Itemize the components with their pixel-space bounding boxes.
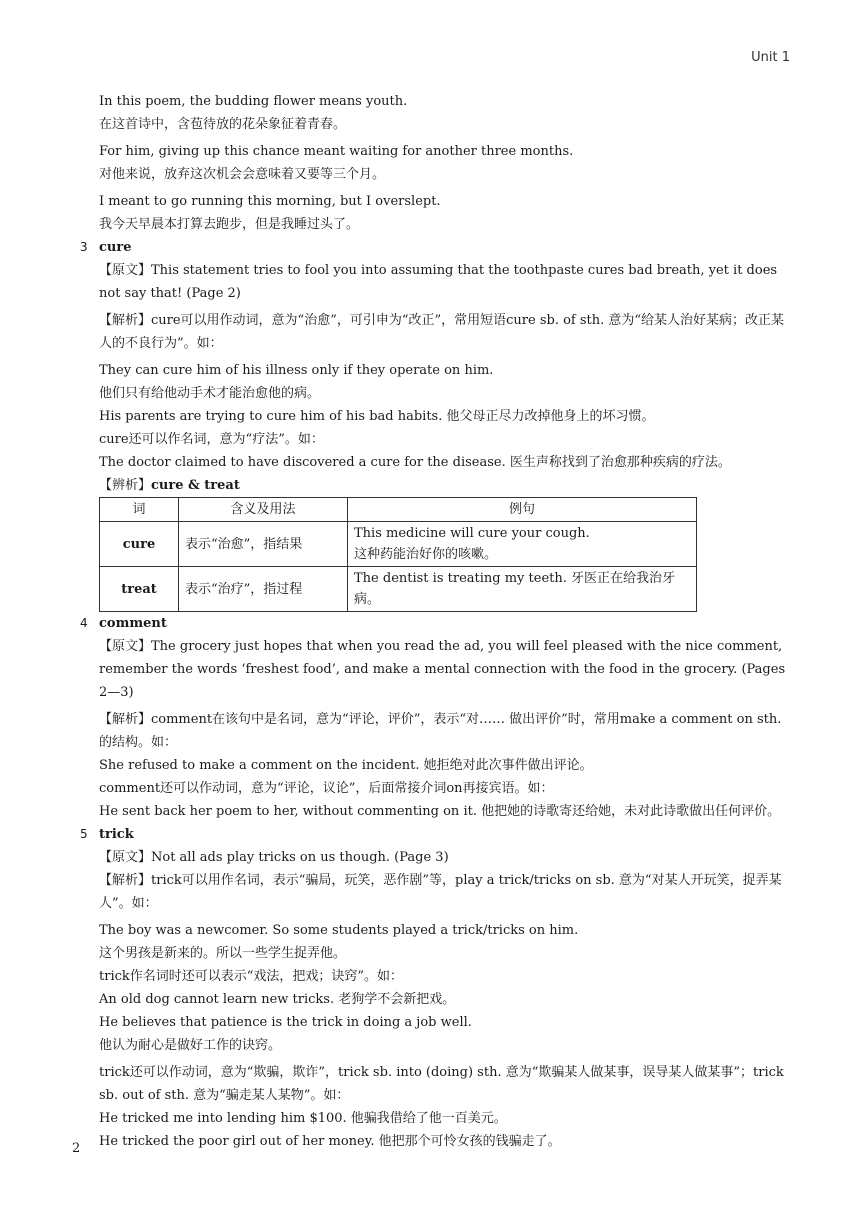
usage-note: comment还可以作动词，意为“评论，议论”，后面常接介词on再接宾语。如：: [99, 781, 554, 796]
entry-heading: [80, 823, 790, 846]
example: His parents are trying to cure him of his bad habits. 他父母正尽力改掉他身上的坏习惯。: [99, 409, 655, 424]
table-word: cure: [100, 522, 179, 567]
table-example: [348, 522, 697, 567]
intro-line: In this poem, the budding flower means youth.: [99, 94, 408, 109]
headword: comment: [99, 616, 167, 631]
intro-line: For him, giving up this chance meant waiting for another three months.: [99, 144, 574, 159]
analysis-text: 【解析】trick可以用作名词，表示“骗局，玩笑，恶作剧”等，play a trick/tricks on sb. 意为“对某人开玩笑，捉弄某人”。如：: [99, 873, 782, 911]
analysis-text: 【解析】comment在该句中是名词，意为“评论，评价”，表示“对…… 做出评价”时，常用make a comment on sth. 的结构。如：: [99, 712, 782, 750]
headword: trick: [99, 827, 134, 842]
example: He tricked me into lending him $100. 他骗我借给了他一百美元。: [99, 1111, 507, 1126]
table-example-cn: 这种药能治好你的咳嗽。: [354, 547, 498, 562]
headword: cure: [99, 240, 132, 255]
entry-heading: [80, 236, 790, 259]
example: The doctor claimed to have discovered a cure for the disease. 医生声称找到了治愈那种疾病的疗法。: [99, 455, 731, 470]
example-cn: 他们只有给他动手术才能治愈他的病。: [99, 386, 321, 401]
original-text: 【原文】The grocery just hopes that when you read the ad, you will feel pleased with the nice comment, remember the words ‘freshest food’, and make a mental connection with the food in the grocery. (Pages 2—3): [99, 639, 786, 700]
usage-note: trick作名词时还可以表示“戏法，把戏；诀窍”。如：: [99, 969, 404, 984]
entry-number: 5: [80, 827, 88, 841]
example-en: The boy was a newcomer. So some students played a trick/tricks on him.: [99, 923, 579, 938]
table-meaning: 表示“治疗”，指过程: [179, 567, 348, 612]
intro-line: I meant to go running this morning, but I overslept.: [99, 194, 441, 209]
table-word: treat: [100, 567, 179, 612]
example: He sent back her poem to her, without commenting on it. 他把她的诗歌寄还给她，未对此诗歌做出任何评价。: [99, 804, 781, 819]
compare-heading: [80, 474, 790, 497]
example-en: They can cure him of his illness only if they operate on him.: [99, 363, 494, 378]
example: An old dog cannot learn new tricks. 老狗学不会新把戏。: [99, 992, 456, 1007]
entry-heading: [80, 612, 790, 635]
compare-title: cure & treat: [151, 478, 240, 493]
table-header: 例句: [348, 498, 697, 522]
page-content: [80, 90, 790, 1153]
table-example-en: This medicine will cure your cough.: [354, 526, 590, 541]
page-number: 2: [72, 1141, 81, 1156]
entry-number: 4: [80, 616, 88, 630]
usage-note: cure还可以作名词，意为“疗法”。如：: [99, 432, 324, 447]
table-header: 含义及用法: [179, 498, 348, 522]
table-row: [100, 522, 697, 567]
table-header: 词: [100, 498, 179, 522]
table-example: The dentist is treating my teeth. 牙医正在给我治牙病。: [348, 567, 697, 612]
intro-line: 我今天早晨本打算去跑步，但是我睡过头了。: [99, 217, 360, 232]
example-cn: 他认为耐心是做好工作的诀窍。: [99, 1038, 282, 1053]
analysis-text: 【解析】cure可以用作动词，意为“治愈”，可引申为“改正”，常用短语cure sb. of sth. 意为“给某人治好某病；改正某人的不良行为”。如：: [99, 313, 785, 351]
original-text: 【原文】This statement tries to fool you into assuming that the toothpaste cures bad breath, yet it does not say that! (Page 2): [99, 263, 778, 301]
intro-line: 在这首诗中，含苞待放的花朵象征着青春。: [99, 117, 347, 132]
original-text: 【原文】Not all ads play tricks on us though. (Page 3): [99, 850, 449, 865]
table-meaning: 表示“治愈”，指结果: [179, 522, 348, 567]
example: She refused to make a comment on the incident. 她拒绝对此次事件做出评论。: [99, 758, 593, 773]
example: He tricked the poor girl out of her money. 他把那个可怜女孩的钱骗走了。: [99, 1134, 561, 1149]
usage-note: trick还可以作动词，意为“欺骗，欺诈”，trick sb. into (doing) sth. 意为“欺骗某人做某事，误导某人做某事”；trick sb. out of sth. 意为“骗走某人某物”。如：: [99, 1065, 784, 1103]
example-cn: 这个男孩是新来的。所以一些学生捉弄他。: [99, 946, 347, 961]
compare-table: [99, 497, 697, 612]
entry-number: 3: [80, 240, 88, 254]
intro-line: 对他来说，放弃这次机会会意味着又要等三个月。: [99, 167, 386, 182]
compare-label: 【辨析】: [99, 478, 152, 493]
table-row: [100, 567, 697, 612]
example-en: He believes that patience is the trick in doing a job well.: [99, 1015, 472, 1030]
unit-header: Unit 1: [751, 50, 790, 65]
